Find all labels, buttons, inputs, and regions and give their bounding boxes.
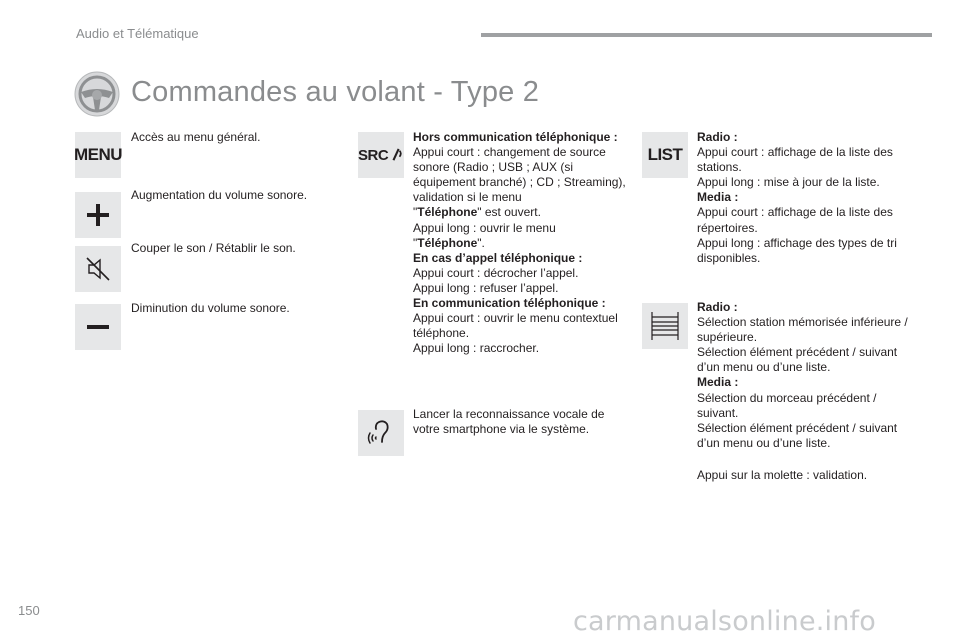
wheel-radio-preset: Sélection station mémorisée inférieure / supérieure. bbox=[697, 315, 908, 345]
list-radio-short-press: Appui court : affichage de la liste des stations. bbox=[697, 145, 893, 175]
thumbwheel-description bbox=[697, 300, 912, 451]
volume-down-description: Diminution du volume sonore. bbox=[131, 301, 290, 315]
menu-description: Accès au menu général. bbox=[131, 130, 261, 144]
list-heading-radio: Radio : bbox=[697, 130, 738, 144]
thumbwheel-icon bbox=[642, 303, 688, 349]
src-context-menu-text: Appui court : ouvrir le menu contextuel téléphone. bbox=[413, 311, 618, 341]
src-phone-menu-line: "Téléphone" est ouvert. bbox=[413, 205, 541, 220]
src-description bbox=[413, 130, 628, 356]
src-hangup-text: Appui long : raccrocher. bbox=[413, 341, 540, 356]
wheel-radio-menu: Sélection élément précédent / suivant d’un menu ou d’une liste. bbox=[697, 345, 898, 375]
volume-up-icon bbox=[75, 192, 121, 238]
src-short-press-text: Appui court : changement de source sonore (Radio ; USB ; AUX (si équipement branché) ; CD ; Streaming), validation si le menu bbox=[413, 145, 626, 205]
menu-button-icon: MENU bbox=[75, 132, 121, 178]
src-long-press-text: Appui long : ouvrir le menu bbox=[413, 220, 556, 235]
src-answer-text: Appui court : décrocher l’appel. bbox=[413, 265, 579, 280]
section-header: Audio et Télématique bbox=[76, 26, 199, 41]
volume-up-description: Augmentation du volume sonore. bbox=[131, 188, 308, 202]
list-media-short-press: Appui court : affichage de la liste des répertoires. bbox=[697, 205, 893, 235]
thumbwheel-press-description: Appui sur la molette : validation. bbox=[697, 468, 868, 482]
list-heading-media: Media : bbox=[697, 190, 739, 205]
src-heading-in-call: En communication téléphonique : bbox=[413, 296, 606, 311]
mute-description: Couper le son / Rétablir le son. bbox=[131, 241, 296, 255]
list-radio-long-press: Appui long : mise à jour de la liste. bbox=[697, 175, 880, 190]
page-number: 150 bbox=[18, 603, 40, 618]
page-title: Commandes au volant - Type 2 bbox=[131, 76, 540, 108]
header-bar bbox=[481, 33, 932, 37]
voice-command-icon bbox=[358, 410, 404, 456]
src-phone-menu-line-2: "Téléphone". bbox=[413, 235, 485, 250]
src-reject-text: Appui long : refuser l’appel. bbox=[413, 280, 559, 295]
src-heading-no-call: Hors communication téléphonique : bbox=[413, 130, 618, 144]
mute-icon bbox=[75, 246, 121, 292]
wheel-heading-media: Media : bbox=[697, 375, 739, 390]
voice-command-description: Lancer la reconnaissance vocale de votre smartphone via le système. bbox=[413, 407, 605, 437]
list-media-long-press: Appui long : affichage des types de tri disponibles. bbox=[697, 235, 897, 265]
volume-down-icon bbox=[75, 304, 121, 350]
src-button-icon: SRC bbox=[358, 132, 404, 178]
wheel-media-menu: Sélection élément précédent / suivant d’un menu ou d’une liste. bbox=[697, 420, 898, 450]
steering-wheel-icon bbox=[74, 71, 120, 117]
wheel-heading-radio: Radio : bbox=[697, 300, 738, 314]
list-description bbox=[697, 130, 912, 266]
list-button-icon: LIST bbox=[642, 132, 688, 178]
src-heading-incoming-call: En cas d’appel téléphonique : bbox=[413, 250, 583, 265]
watermark: carmanualsonline.info bbox=[573, 606, 876, 637]
wheel-media-track: Sélection du morceau précédent / suivant. bbox=[697, 390, 877, 420]
